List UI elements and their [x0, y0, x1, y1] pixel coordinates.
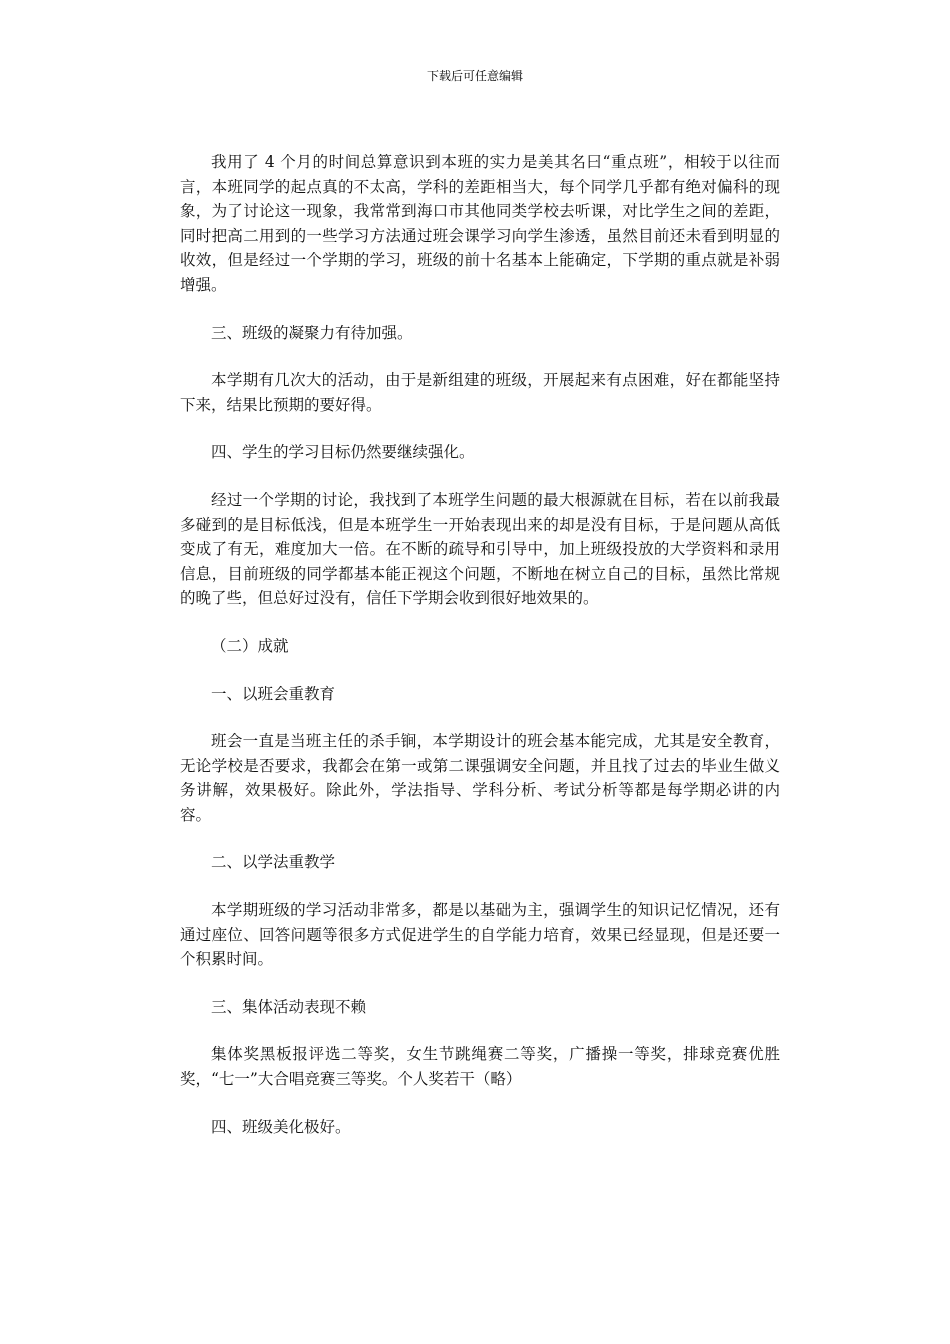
document-body — [180, 150, 780, 1139]
heading-class-beautification: 四、班级美化极好。 — [211, 1117, 351, 1136]
paragraph-awards: 集体奖黑板报评选二等奖，女生节跳绳赛二等奖，广播操一等奖，排球竞赛优胜奖，“七一”大合唱竞赛三等奖。个人奖若干（略） — [180, 1045, 780, 1089]
paragraph-study-methods: 本学期班级的学习活动非常多，都是以基础为主，强调学生的知识记忆情况，还有通过座位、回答问题等很多方式促进学生的自学能力培育，效果已经显现，但是还要一个积累时间。 — [180, 901, 780, 969]
paragraph-goals: 经过一个学期的讨论，我找到了本班学生问题的最大根源就在目标，若在以前我最多碰到的是目标低浅，但是本班学生一开始表现出来的却是没有目标，于是问题从高低变成了有无，难度加大一倍。在不断的疏导和引导中，加上班级投放的大学资料和录用信息，目前班级的同学都基本能正视这个问题，不断地在树立自己的目标，虽然比常规的晚了些，但总好过没有，信任下学期会收到很好地效果的。 — [180, 490, 780, 608]
paragraph-class-meeting: 班会一直是当班主任的杀手锏，本学期设计的班会基本能完成，尤其是安全教育，无论学校是否要求，我都会在第一或第二课强调安全问题，并且找了过去的毕业生做义务讲解，效果极好。除此外，学法指导、学科分析、考试分析等都是每学期必讲的内容。 — [180, 732, 780, 824]
heading-learning-goals: 四、学生的学习目标仍然要继续强化。 — [211, 443, 475, 462]
heading-study-methods: 二、以学法重教学 — [211, 853, 336, 872]
paragraph-class-strength: 我用了 4 个月的时间总算意识到本班的实力是美其名曰“重点班”，相较于以往而言，本班同学的起点真的不太高，学科的差距相当大，每个同学几乎都有绝对偏科的现象，为了讨论这一现象，我常常到海口市其他同类学校去听课，对比学生之间的差距，同时把高二用到的一些学习方法通过班会课学习向学生渗透，虽然目前还未看到明显的收效，但是经过一个学期的学习，班级的前十名基本上能确定，下学期的重点就是补弱增强。 — [180, 153, 780, 294]
page-header: 下载后可任意编辑 — [426, 69, 523, 83]
heading-class-meeting: 一、以班会重教育 — [211, 684, 336, 703]
heading-group-activities: 三、集体活动表现不赖 — [211, 997, 367, 1016]
paragraph-activities: 本学期有几次大的活动，由于是新组建的班级，开展起来有点困难，好在都能坚持下来，结果比预期的要好得。 — [180, 371, 780, 414]
section-heading-achievements: （二）成就 — [211, 636, 289, 655]
heading-cohesion: 三、班级的凝聚力有待加强。 — [211, 323, 413, 342]
